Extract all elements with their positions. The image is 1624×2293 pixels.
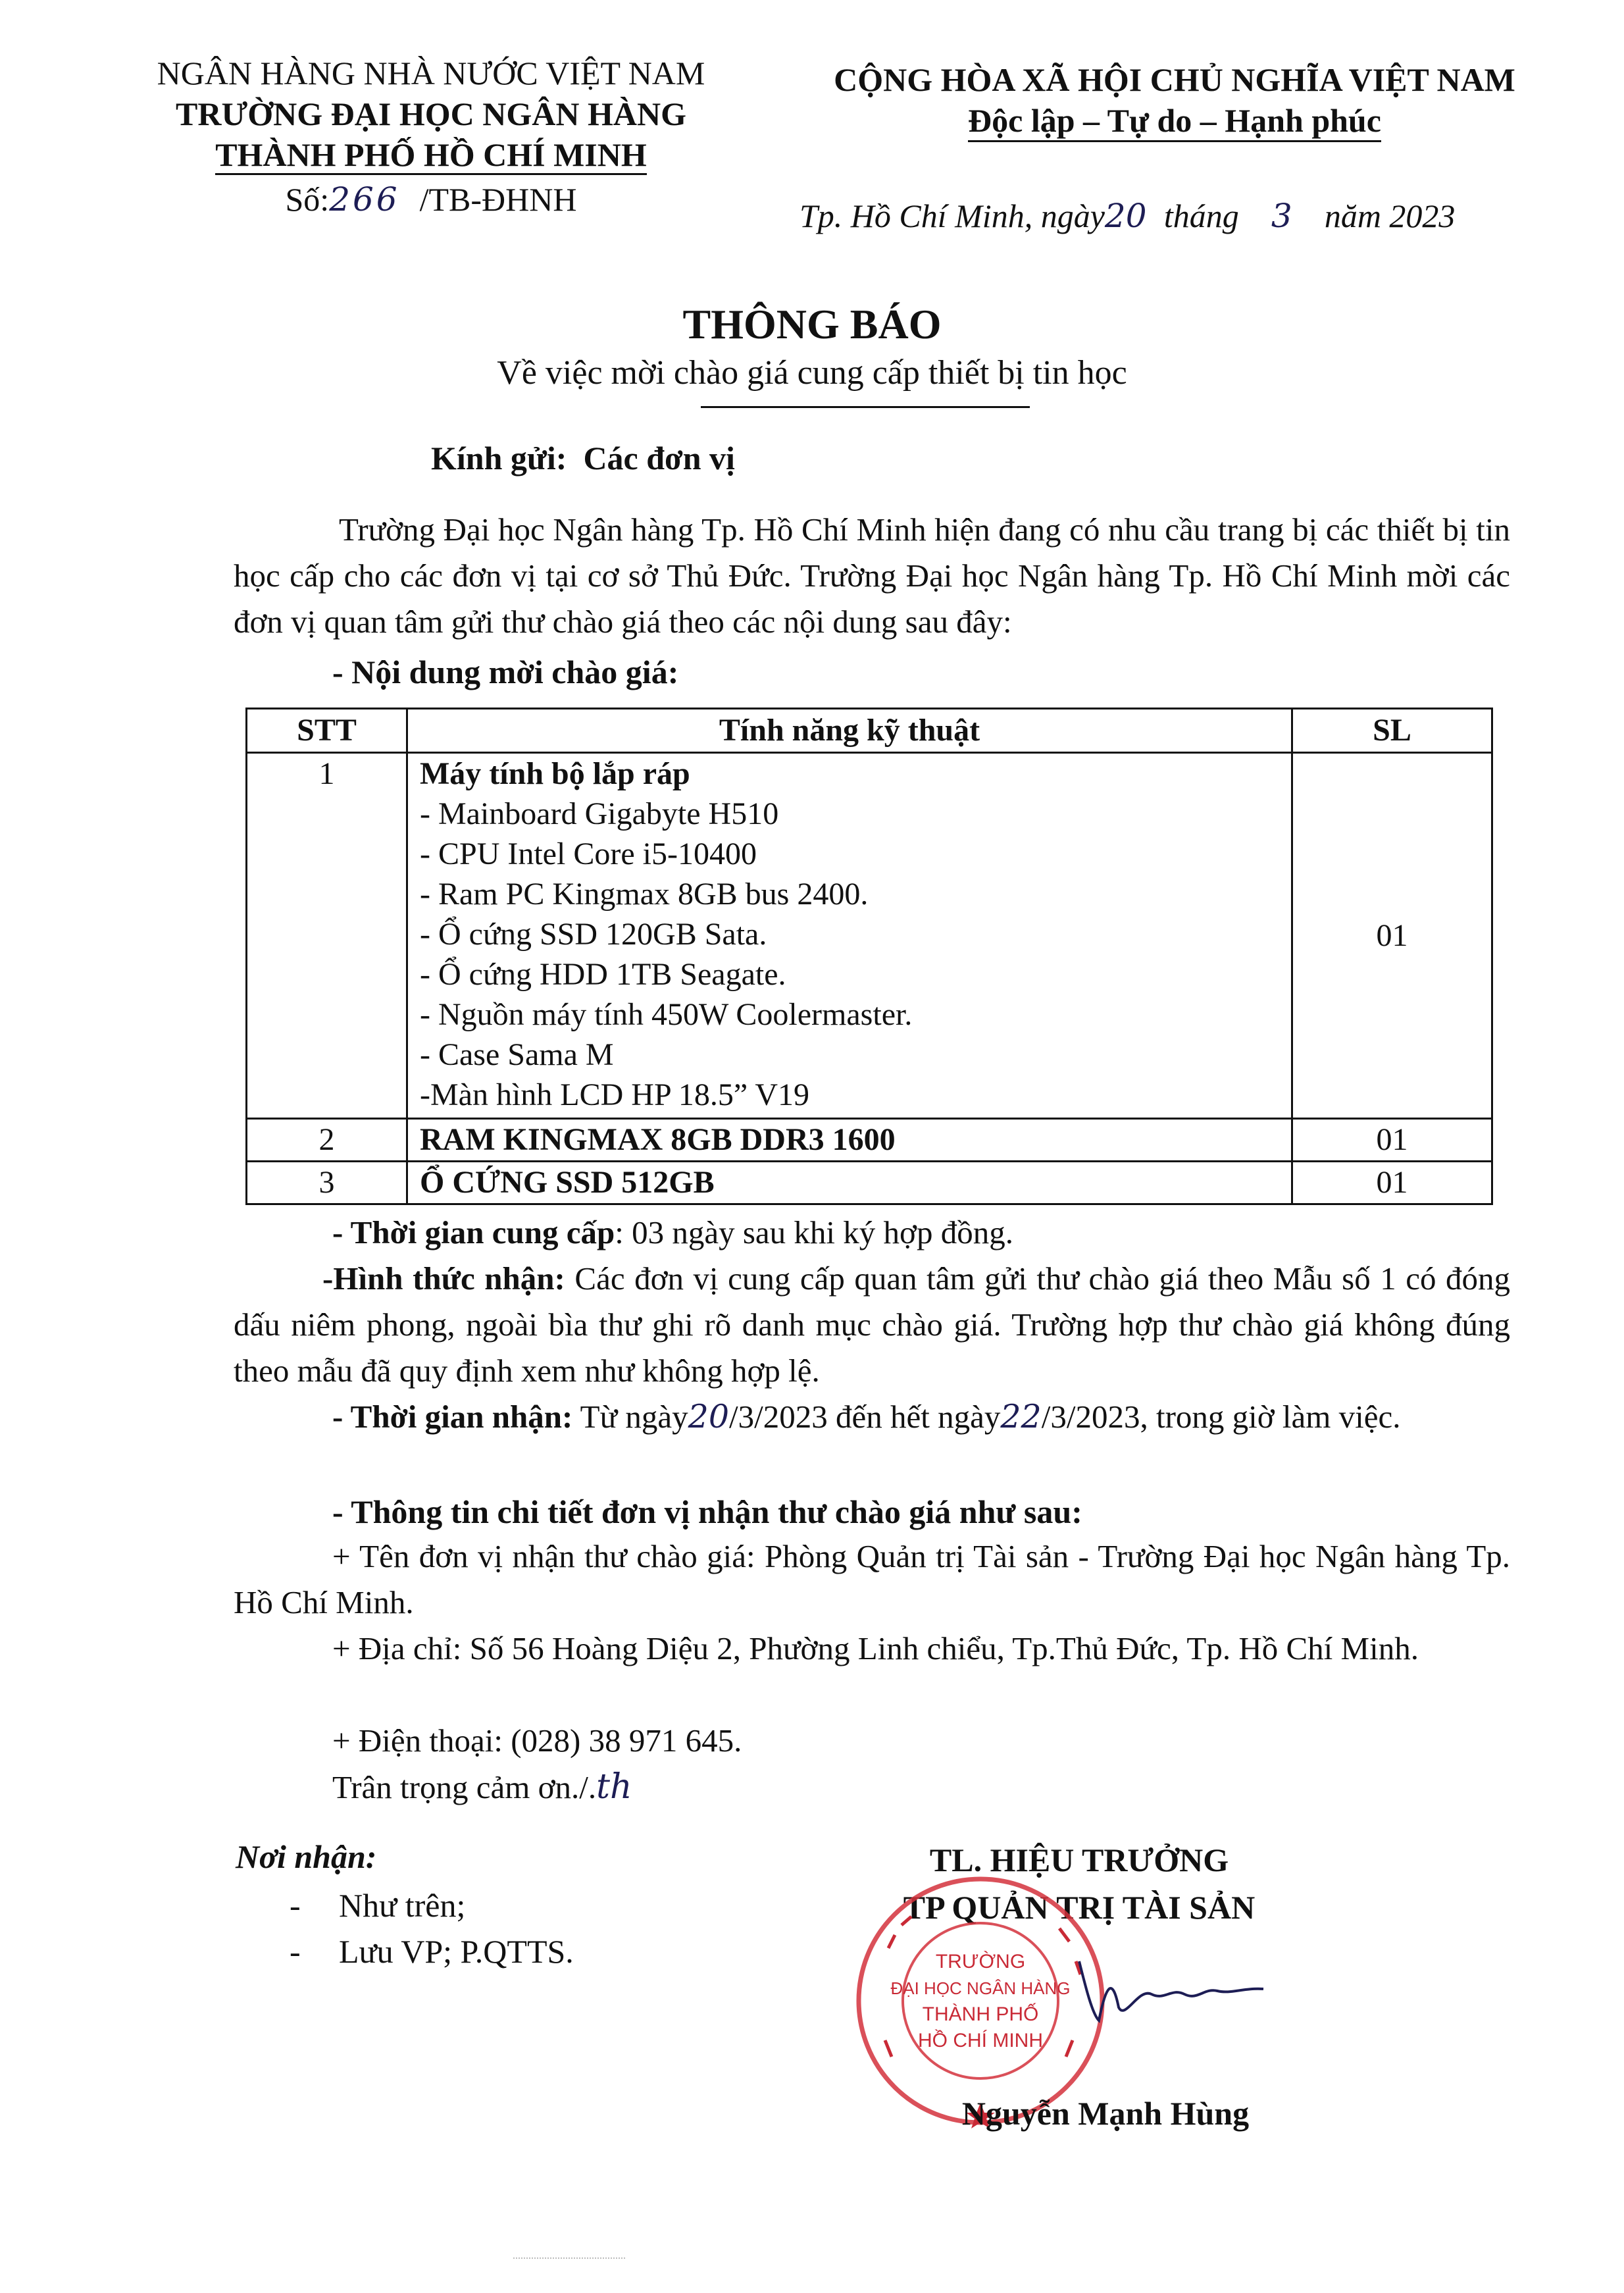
detail-unit: + Tên đơn vị nhận thư chào giá: Phòng Quản trị Tài sản - Trường Đại học Ngân hàng Tp. Hồ Chí Minh. [234, 1538, 1510, 1620]
intro-paragraph: Trường Đại học Ngân hàng Tp. Hồ Chí Minh hiện đang có nhu cầu trang bị các thiết bị tin học cấp cho các đơn vị tại cơ sở Thủ Đức. Trường Đại học Ngân hàng Tp. Hồ Chí Minh mời các đơn vị quan tâm gửi thư chào giá theo các nội dung sau đây: [234, 511, 1510, 640]
item-line: - Ổ cứng HDD 1TB Seagate. [420, 957, 786, 992]
row-stt: 1 [247, 753, 407, 1119]
title-rule [701, 406, 1030, 408]
row-sl: 01 [1292, 1119, 1492, 1162]
item-title: Máy tính bộ lắp ráp [420, 756, 690, 791]
scan-mark [513, 2257, 625, 2259]
page-title: THÔNG BÁO [682, 301, 942, 348]
item-line: - Case Sama M [420, 1037, 614, 1072]
svg-text:HỒ CHÍ MINH: HỒ CHÍ MINH [918, 2030, 1043, 2051]
item-line: - CPU Intel Core i5-10400 [420, 837, 757, 871]
date-month-handwritten: 3 [1271, 197, 1292, 235]
document-number: Số:266 /TB-ĐHNH [285, 180, 577, 219]
closing: Trân trọng cảm ơn./.th [332, 1767, 632, 1807]
header-left [118, 53, 744, 220]
table-row [247, 753, 1492, 1119]
spec-table [245, 708, 1493, 1205]
row-stt: 3 [247, 1162, 407, 1204]
row-spec [407, 753, 1292, 1119]
recipient-line: Kính gửi: Các đơn vị [431, 440, 735, 477]
svg-text:TRƯỜNG: TRƯỜNG [935, 1951, 1026, 1972]
date-day-handwritten: 20 [1104, 197, 1147, 235]
document-number-handwritten: 266 [329, 180, 400, 219]
closing-initials-handwritten: th [596, 1767, 632, 1807]
issue-date: Tp. Hồ Chí Minh, ngày20 tháng 3 năm 2023 [799, 197, 1456, 235]
header-spec: Tính năng kỹ thuật [407, 709, 1292, 753]
signature-scribble [1073, 1948, 1270, 2040]
row-spec: RAM KINGMAX 8GB DDR3 1600 [407, 1119, 1292, 1162]
receive-time: - Thời gian nhận: Từ ngày20/3/2023 đến hết ngày22/3/2023, trong giờ làm việc. [332, 1398, 1401, 1435]
svg-text:THÀNH PHỐ: THÀNH PHỐ [922, 2003, 1039, 2025]
list-item: - Như trên; [290, 1887, 466, 1924]
item-line: - Nguồn máy tính 450W Coolermaster. [420, 997, 913, 1032]
detail-address: + Địa chỉ: Số 56 Hoàng Diệu 2, Phường Linh chiểu, Tp.Thủ Đức, Tp. Hồ Chí Minh. [332, 1630, 1419, 1666]
table-row [247, 1119, 1492, 1162]
recipients-list [290, 1882, 574, 1974]
receive-day2-handwritten: 22 [1000, 1398, 1042, 1435]
item-line: - Ram PC Kingmax 8GB bus 2400. [420, 877, 869, 912]
header-right [770, 59, 1579, 141]
content-heading: - Nội dung mời chào giá: [332, 654, 679, 690]
supply-time: - Thời gian cung cấp: 03 ngày sau khi ký hợp đồng. [332, 1214, 1013, 1250]
recipients-label: Nơi nhận: [236, 1838, 377, 1875]
list-item: - Lưu VP; P.QTTS. [290, 1933, 574, 1970]
school-name-line2: THÀNH PHỐ HỒ CHÍ MINH [118, 134, 744, 175]
row-sl: 01 [1292, 1162, 1492, 1204]
item-line: - Mainboard Gigabyte H510 [420, 796, 779, 831]
table-row [247, 1162, 1492, 1204]
header-sl: SL [1292, 709, 1492, 753]
signer-name: Nguyễn Mạnh Hùng [961, 2095, 1250, 2132]
row-sl: 01 [1292, 753, 1492, 1119]
table-header-row [247, 709, 1492, 753]
row-spec: Ổ CỨNG SSD 512GB [407, 1162, 1292, 1204]
svg-text:ĐẠI HỌC NGÂN HÀNG: ĐẠI HỌC NGÂN HÀNG [890, 1978, 1071, 1998]
sign-title-line2: TP QUẢN TRỊ TÀI SẢN [903, 1889, 1256, 1926]
motto: Độc lập – Tự do – Hạnh phúc [770, 100, 1579, 141]
republic-name: CỘNG HÒA XÃ HỘI CHỦ NGHĨA VIỆT NAM [834, 61, 1515, 98]
header-stt: STT [247, 709, 407, 753]
receive-day1-handwritten: 20 [688, 1398, 730, 1435]
item-line: -Màn hình LCD HP 18.5” V19 [420, 1077, 809, 1112]
details-heading: - Thông tin chi tiết đơn vị nhận thư chào giá như sau: [332, 1493, 1082, 1530]
row-stt: 2 [247, 1119, 407, 1162]
receive-form: -Hình thức nhận: Các đơn vị cung cấp quan tâm gửi thư chào giá theo Mẫu số 1 có đóng dấu niêm phong, ngoài bìa thư ghi rõ danh mục chào giá. Trường hợp thư chào giá không đúng theo mẫu đã quy định xem như không hợp lệ. [234, 1260, 1511, 1389]
page-subtitle: Về việc mời chào giá cung cấp thiết bị tin học [497, 354, 1127, 392]
school-name-line1: TRƯỜNG ĐẠI HỌC NGÂN HÀNG [176, 95, 686, 132]
item-line: - Ổ cứng SSD 120GB Sata. [420, 917, 767, 952]
detail-phone: + Điện thoại: (028) 38 971 645. [332, 1722, 742, 1759]
agency-name: NGÂN HÀNG NHÀ NƯỚC VIỆT NAM [157, 55, 705, 91]
sign-title-line1: TL. HIỆU TRƯỞNG [929, 1842, 1229, 1878]
